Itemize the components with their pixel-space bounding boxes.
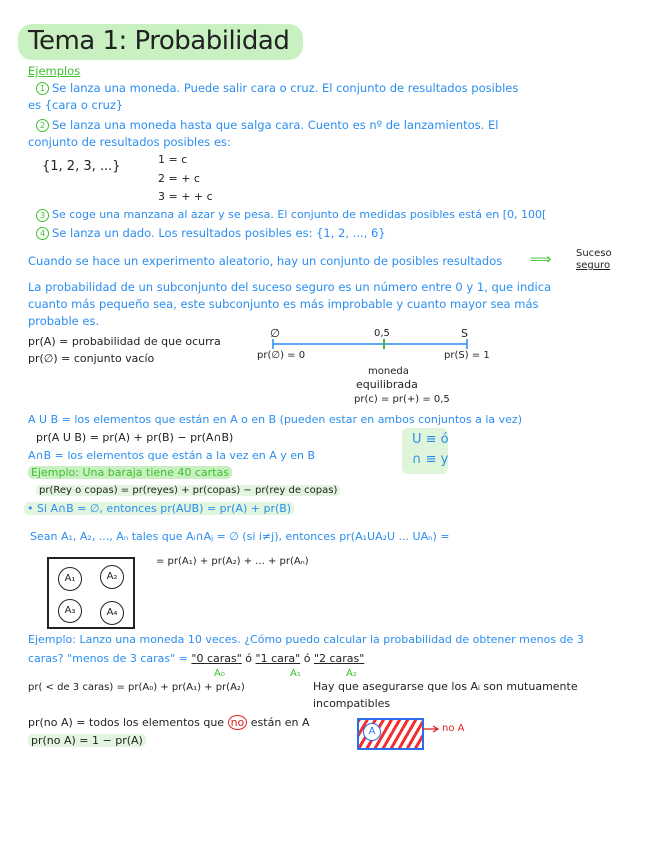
complement-formula-text: pr(no A) = 1 − pr(A)	[28, 734, 146, 747]
ejemplo-2-set: {1, 2, 3, ...}	[42, 159, 121, 174]
or-2: ó	[303, 652, 311, 665]
page-title: Tema 1: Probabilidad	[18, 24, 303, 60]
suceso-label-1: Suceso	[576, 248, 612, 259]
ejemplo-2-line-1	[36, 118, 498, 132]
number-line-mid-label: 0,5	[374, 328, 390, 339]
number-line-note-1: moneda	[368, 366, 409, 377]
ejemplo-2-case-2: 2 = + c	[158, 172, 200, 185]
ejemplos-heading: Ejemplos	[28, 64, 81, 78]
set-circle-a1: A₁	[58, 567, 82, 591]
ejemplo-moneda-line-2	[28, 652, 364, 665]
ejemplo-2-case-1: 1 = c	[158, 153, 188, 166]
complement-def	[28, 716, 310, 729]
ejemplo-moneda-question: caras? "menos de 3 caras" =	[28, 652, 188, 665]
ejemplo-moneda-note-2: incompatibles	[313, 697, 391, 710]
number-line-right-value: pr(S) = 1	[444, 350, 490, 361]
sub-a2: A₂	[346, 668, 357, 679]
complement-arrow-label: no A	[442, 723, 465, 734]
ejemplo-baraja-formula	[36, 485, 340, 496]
number-line-left-label: ∅	[270, 326, 281, 340]
intersection-def: A∩B = los elementos que están a la vez en A y en B	[28, 449, 316, 462]
ejemplo-4	[36, 226, 386, 240]
sean-text: Sean A₁, A₂, ..., Aₙ tales que Aᵢ∩Aⱼ = ∅ (si i≠j), entonces pr(A₁UA₂U ... UAₙ) =	[30, 530, 450, 543]
suceso-text: Cuando se hace un experimento aleatorio, hay un conjunto de posibles resultados	[28, 254, 503, 268]
intersection-equivalence: ∩ ≡ y	[412, 452, 449, 467]
ejemplo-1-line-1	[36, 81, 518, 95]
ejemplo-baraja-si-text: • Si A∩B = ∅, entonces pr(AUB) = pr(A) + pr(B)	[24, 502, 294, 515]
ejemplo-2-case-3: 3 = + + c	[158, 190, 213, 203]
ejemplo-3	[36, 208, 546, 222]
complement-def-no: no	[228, 715, 248, 730]
number-line-left-value: pr(∅) = 0	[257, 350, 306, 361]
sub-a1: A₁	[290, 668, 301, 679]
ejemplo-2-number: 2	[36, 119, 49, 132]
union-formula: pr(A U B) = pr(A) + pr(B) − pr(A∩B)	[36, 431, 234, 444]
ejemplo-3-number: 3	[36, 209, 49, 222]
ejemplo-moneda-note-1: Hay que asegurarse que los Aᵢ son mutuamente	[313, 680, 578, 693]
ejemplo-baraja-heading	[28, 466, 232, 479]
ejemplo-2-text: Se lanza una moneda hasta que salga cara. Cuento es nº de lanzamientos. El	[52, 118, 499, 132]
suceso-arrow: ⟹	[530, 250, 552, 268]
complement-def-pre: pr(no A) = todos los elementos que	[28, 716, 225, 729]
ejemplo-4-number: 4	[36, 227, 49, 240]
suceso-label-2: seguro	[576, 260, 611, 271]
union-equivalence: U ≡ ó	[412, 432, 449, 447]
sean-formula: = pr(A₁) + pr(A₂) + ... + pr(Aₙ)	[156, 556, 309, 567]
complement-def-post: están en A	[250, 716, 310, 729]
ejemplo-1-number: 1	[36, 82, 49, 95]
complement-circle-a: A	[363, 723, 381, 741]
option-2-caras: "2 caras"	[313, 652, 365, 665]
prob-intro-line-3: probable es.	[28, 314, 100, 328]
ejemplo-1-text: Se lanza una moneda. Puede salir cara o cruz. El conjunto de resultados posibles	[52, 81, 519, 95]
ejemplo-4-text: Se lanza un dado. Los resultados posibles es: {1, 2, ..., 6}	[52, 226, 386, 240]
def-pr-a	[28, 335, 221, 348]
ejemplo-moneda-line-1: Ejemplo: Lanzo una moneda 10 veces. ¿Cómo puedo calcular la probabilidad de obtener menos de 3	[28, 633, 584, 646]
number-line-right-label: S	[461, 327, 468, 340]
sub-a0: A₀	[214, 668, 225, 679]
complement-formula	[28, 734, 146, 747]
complement-arrow-icon	[421, 724, 441, 734]
union-def: A U B = los elementos que están en A o en B (pueden estar en ambos conjuntos a la vez)	[28, 413, 522, 426]
complement-diagram	[357, 718, 424, 750]
number-line-note-3: pr(c) = pr(+) = 0,5	[354, 394, 450, 405]
def-pr-a-text: pr(A) = probabilidad de que ocurra	[28, 335, 221, 348]
ejemplo-3-text: Se coge una manzana al azar y se pesa. El conjunto de medidas posibles está en [0, 100[	[52, 208, 547, 221]
def-pr-empty-text: pr(∅) = conjunto vacío	[28, 352, 155, 365]
option-1-cara: "1 cara"	[255, 652, 301, 665]
prob-intro-line-2: cuanto más pequeño sea, este subconjunto es más improbable y cuanto mayor sea más	[28, 297, 539, 311]
ejemplo-1-line-2: es {cara o cruz}	[28, 98, 124, 112]
sets-box	[47, 557, 135, 629]
option-0-caras: "0 caras"	[191, 652, 242, 665]
set-circle-a4: A₄	[100, 601, 124, 625]
ejemplo-baraja-text: Ejemplo: Una baraja tiene 40 cartas	[28, 466, 232, 479]
or-1: ó	[245, 652, 253, 665]
ejemplo-moneda-formula: pr( < de 3 caras) = pr(A₀) + pr(A₁) + pr(A₂)	[28, 682, 245, 693]
def-pr-empty	[28, 352, 154, 365]
ejemplo-baraja-formula-text: pr(Rey o copas) = pr(reyes) + pr(copas) − pr(rey de copas)	[36, 485, 340, 496]
set-circle-a2: A₂	[100, 565, 124, 589]
prob-intro-line-1: La probabilidad de un subconjunto del suceso seguro es un número entre 0 y 1, que indica	[28, 280, 552, 294]
set-circle-a3: A₃	[58, 599, 82, 623]
ejemplo-2-line-2: conjunto de resultados posibles es:	[28, 135, 231, 149]
number-line-note-2: equilibrada	[356, 378, 418, 391]
ejemplo-baraja-si	[24, 502, 294, 515]
